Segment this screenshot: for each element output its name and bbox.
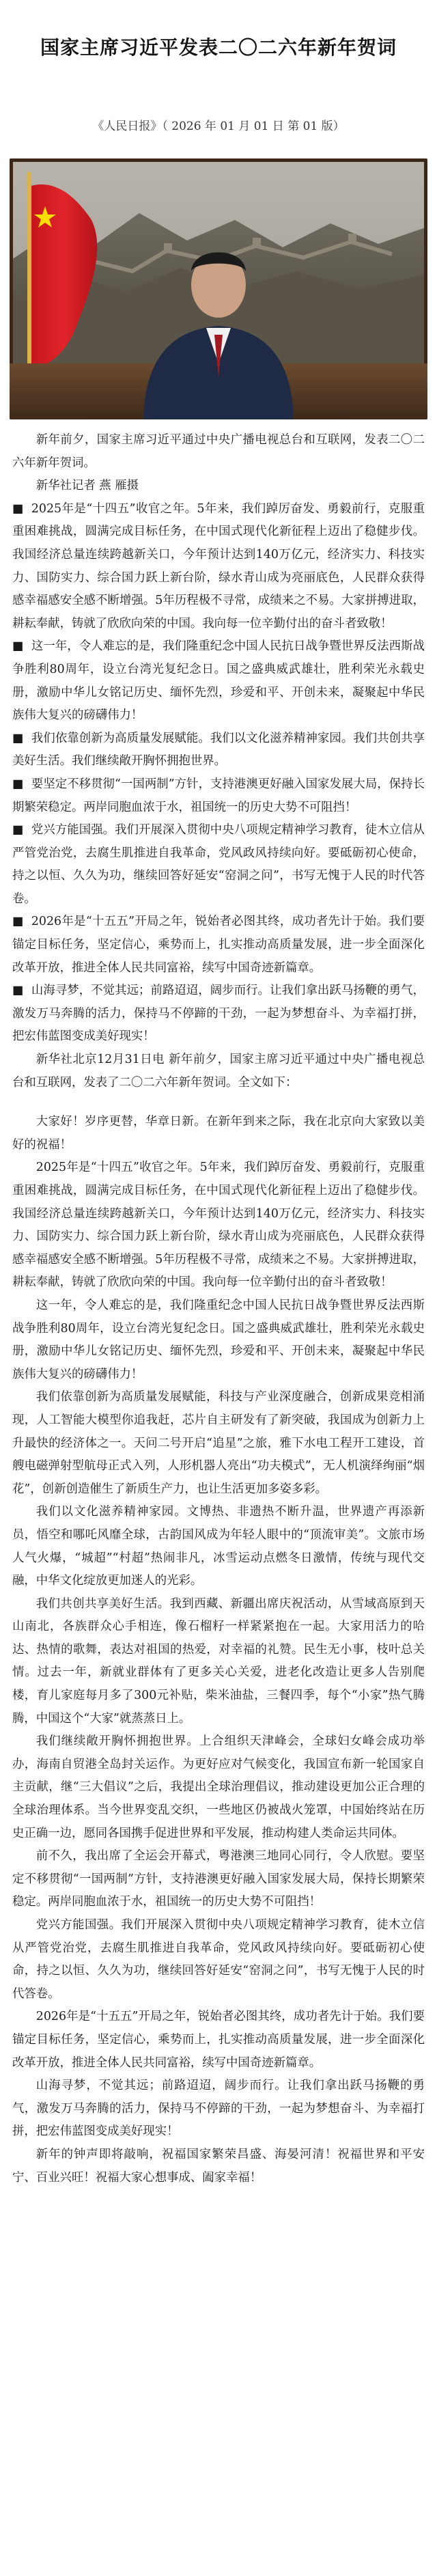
square-bullet-icon: ■ [12,915,24,929]
body-paragraph: 党兴方能国强。我们开展深入贯彻中央八项规定精神学习教育，徒木立信从严管党治党，去腐生肌推进自我革命，党风政风持续向好。要砥砺初心使命，持之以恒、久久为功，继续回答好延安“窑洞之问”，书写无愧于人民的时代答卷。 [12,1918,425,2001]
body-paragraph: 我们继续敞开胸怀拥抱世界。上合组织天津峰会，全球妇女峰会成功举办，海南自贸港全岛封关运作。为更好应对气候变化，我国宣布新一轮国家自主贡献，继“三大倡议”之后，我提出全球治理倡议，推动建设更加公正合理的全球治理体系。当今世界变乱交织，一些地区仍被战火笼罩，中国始终站在历史正确一边，愿同各国携手促进世界和平发展，推动构建人类命运共同体。 [12,1734,425,1840]
portrait-photo [10,158,427,419]
highlight-item [12,635,425,727]
body-paragraph: 我们依靠创新为高质量发展赋能，科技与产业深度融合，创新成果竞相涌现，人工智能大模型你追我赶，芯片自主研发有了新突破，我国成为创新力上升最快的经济体之一。天问二号开启“追星”之旅，雅下水电工程开工建设，首艘电磁弹射型航母正式入列，人形机器人亮出“功夫模式”，无人机演绎绚丽“烟花”，创新创造催生了新质生产力，也让生活更加多姿多彩。 [12,1390,425,1496]
highlight-item [12,819,425,911]
highlight-text: 我们依靠创新为高质量发展赋能。我们以文化滋养精神家园。我们共创共享美好生活。我们继续敞开胸怀拥抱世界。 [12,731,425,768]
body-paragraph: 2025年是“十四五”收官之年。5年来，我们踔厉奋发、勇毅前行，克服重重困难挑战，圆满完成目标任务，在中国式现代化新征程上迈出了稳健步伐。我国经济总量连续跨越新关口，今年预计达到140万亿元，经济实力、科技实力、国防实力、综合国力跃上新台阶，绿水青山成为亮丽底色，人民群众获得感幸福感安全感不断增强。5年历程极不寻常，成绩来之不易。大家拼搏进取，耕耘奉献，铸就了欣欣向荣的中国。我向每一位辛勤付出的奋斗者致敬！ [12,1161,425,1290]
body-paragraph: 这一年，令人难忘的是，我们隆重纪念中国人民抗日战争暨世界反法西斯战争胜利80周年，设立台湾光复纪念日。国之盛典威武雄壮，胜利荣光永载史册，激励中华儿女铭记历史、缅怀先烈，珍爱和平、开创未来，凝聚起中华民族伟大复兴的磅礴伟力！ [12,1298,425,1381]
body-paragraph: 山海寻梦，不觉其远；前路迢迢，阔步而行。让我们拿出跃马扬鞭的勇气，激发万马奔腾的活力，保持马不停蹄的干劲，一起为梦想奋斗、为幸福打拼，把宏伟蓝图变成美好现实！ [12,2079,425,2139]
body-paragraph: 大家好！岁序更替，华章日新。在新年到来之际，我在北京向大家致以美好的祝福！ [12,1115,425,1152]
highlight-text: 2026年是“十五五”开局之年，锐始者必图其终，成功者先计于始。我们要锚定目标任务，坚定信心，乘势而上，扎实推动高质量发展，进一步全面深化改革开放，推进全体人民共同富裕，续写中国奇迹新篇章。 [12,915,425,975]
body-paragraph: 我们以文化滋养精神家园。文博热、非遗热不断升温，世界遗产再添新员，悟空和哪吒风靡全球，古韵国风成为年轻人眼中的“顶流审美”。文旅市场人气火爆，“城超”“村超”热闹非凡，冰雪运动点燃冬日激情，传统与现代交融，中华文化绽放更加迷人的光彩。 [12,1505,425,1588]
page-title: 国家主席习近平发表二〇二六年新年贺词 [40,36,397,59]
highlight-item [12,773,425,819]
square-bullet-icon: ■ [12,777,24,791]
square-bullet-icon: ■ [12,501,24,516]
square-bullet-icon: ■ [12,639,24,654]
body-paragraph: 2026年是“十五五”开局之年，锐始者必图其终，成功者先计于始。我们要锚定目标任务，坚定信心，乘势而上，扎实推动高质量发展，进一步全面深化改革开放，推进全体人民共同富裕，续写中国奇迹新篇章。 [12,2010,425,2070]
highlight-text: 2025年是“十四五”收官之年。5年来，我们踔厉奋发、勇毅前行，克服重重困难挑战，圆满完成目标任务，在中国式现代化新征程上迈出了稳健步伐。我国经济总量连续跨越新关口，今年预计达到140万亿元，经济实力、科技实力、国防实力、综合国力跃上新台阶，绿水青山成为亮丽底色，人民群众获得感幸福感安全感不断增强。5年历程极不寻常，成绩来之不易。大家拼搏进取，耕耘奉献，铸就了欣欣向荣的中国。我向每一位辛勤付出的奋斗者致敬！ [12,501,425,631]
source-line: 《人民日报》（ 2026 年 01 月 01 日 第 01 版） [92,120,345,133]
body-paragraph: 我们共创共享美好生活。我到西藏、新疆出席庆祝活动，从雪域高原到天山南北，各族群众心手相连，像石榴籽一样紧紧抱在一起。大家用活力的哈达、热情的歌舞，表达对祖国的热爱，对幸福的礼赞。民生无小事，枝叶总关情。过去一年，新就业群体有了更多关心关爱，进老化改造让更多人告别爬楼，育儿家庭每月多了300元补贴，柴米油盐，三餐四季，每个“小家”热气腾腾，中国这个“大家”就蒸蒸日上。 [12,1596,425,1726]
highlight-text: 党兴方能国强。我们开展深入贯彻中央八项规定精神学习教育，徒木立信从严管党治党，去腐生肌推进自我革命，党风政风持续向好。要砥砺初心使命，持之以恒、久久为功，继续回答好延安“窑洞之问”，书写无愧于人民的时代答卷。 [12,823,425,906]
highlight-text: 要坚定不移贯彻“一国两制”方针，支持港澳更好融入国家发展大局，保持长期繁荣稳定。两岸同胞血浓于水，祖国统一的历史大势不可阻挡！ [12,777,425,814]
highlight-item [12,728,425,773]
highlight-item [12,911,425,980]
dateline: 新华社北京12月31日电 新年前夕，国家主席习近平通过中央广播电视总台和互联网，发表了二〇二六年新年贺词。全文如下： [12,1053,425,1090]
body-paragraph: 前不久，我出席了全运会开幕式，粤港澳三地同心同行，令人欣慰。要坚定不移贯彻“一国两制”方针，支持港澳更好融入国家发展大局，保持长期繁荣稳定。两岸同胞血浓于水，祖国统一的历史大势不可阻挡！ [12,1849,425,1909]
highlight-item [12,498,425,636]
highlight-item [12,980,425,1049]
square-bullet-icon: ■ [12,731,24,745]
photo-credit: 新华社记者 燕 雁摄 [36,479,139,493]
square-bullet-icon: ■ [12,823,24,837]
body-paragraph: 新年的钟声即将敲响，祝福国家繁荣昌盛、海晏河清！祝福世界和平安宁、百业兴旺！祝福大家心想事成、阖家幸福！ [12,2147,425,2185]
highlight-text: 这一年，令人难忘的是，我们隆重纪念中国人民抗日战争暨世界反法西斯战争胜利80周年，设立台湾光复纪念日。国之盛典威武雄壮，胜利荣光永载史册，激励中华儿女铭记历史、缅怀先烈，珍爱和平、开创未来，凝聚起中华民族伟大复兴的磅礴伟力！ [12,639,425,723]
highlight-text: 山海寻梦，不觉其远；前路迢迢，阔步而行。让我们拿出跃马扬鞭的勇气，激发万马奔腾的活力，保持马不停蹄的干劲，一起为梦想奋斗、为幸福打拼，把宏伟蓝图变成美好现实！ [12,984,425,1044]
photo-illustration-icon [10,158,427,419]
square-bullet-icon: ■ [12,984,24,998]
summary-paragraph: 新年前夕，国家主席习近平通过中央广播电视总台和互联网，发表二〇二六年新年贺词。 [12,433,425,470]
article-body [12,429,425,2566]
